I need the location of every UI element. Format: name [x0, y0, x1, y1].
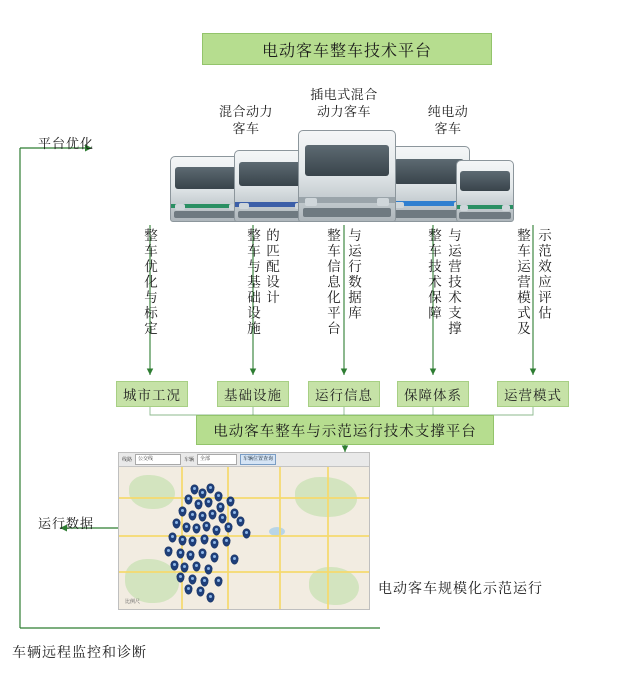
- map-vehicle-pin[interactable]: [211, 539, 218, 548]
- map-vehicle-pin[interactable]: [165, 547, 172, 556]
- side-label-platform-optimize: 平台优化: [38, 136, 95, 151]
- bus-headlight-left: [175, 204, 184, 210]
- map-vehicle-pin[interactable]: [199, 549, 206, 558]
- support-platform-text: 电动客车整车与示范运行技术支撑平台: [213, 423, 477, 440]
- map-vehicle-pin[interactable]: [227, 497, 234, 506]
- column-4-vertical-text-2: 与运营技术支撑: [446, 228, 461, 337]
- map-road: [119, 571, 370, 573]
- bus-label-plugin-hybrid-line2: 动力客车: [316, 104, 371, 119]
- bus-bumper: [392, 210, 466, 218]
- map-vehicle-pin[interactable]: [201, 577, 208, 586]
- map-vehicle-pin[interactable]: [193, 562, 200, 571]
- map-vehicle-pin[interactable]: [215, 492, 222, 501]
- diagram-title-box: [202, 33, 492, 65]
- map-vehicle-pin[interactable]: [189, 537, 196, 546]
- bus-headlight-left: [239, 203, 249, 209]
- bus-illustration-5: [456, 160, 514, 222]
- map-vehicle-pin[interactable]: [225, 523, 232, 532]
- bus-headlight-left: [305, 198, 317, 206]
- map-vehicle-pin[interactable]: [211, 553, 218, 562]
- map-vehicle-pin[interactable]: [183, 523, 190, 532]
- map-panel[interactable]: [118, 452, 370, 610]
- map-vehicle-pin[interactable]: [207, 593, 214, 602]
- column-5-vertical-text: 整车运营模式及: [515, 228, 530, 337]
- column-3-vertical-text-2: 与运行数据库: [346, 228, 361, 321]
- map-vehicle-pin[interactable]: [215, 577, 222, 586]
- map-green-area: [129, 475, 175, 509]
- bus-illustration-group: [170, 130, 510, 222]
- map-vehicle-pin[interactable]: [189, 511, 196, 520]
- map-vehicle-pin[interactable]: [191, 485, 198, 494]
- category-box-operation-info[interactable]: 运行信息: [308, 381, 380, 407]
- map-toolbar[interactable]: [119, 453, 369, 467]
- bus-windshield: [460, 171, 509, 191]
- bus-windshield: [175, 167, 238, 189]
- bus-illustration-1: [170, 156, 244, 222]
- diagram-title-text: 电动客车整车技术平台: [261, 42, 432, 60]
- bus-label-pure-electric-line2: 客车: [434, 121, 462, 136]
- map-vehicle-pin[interactable]: [231, 555, 238, 564]
- column-1-vertical-text: 整车优化与标定: [142, 228, 157, 337]
- map-vehicle-pin[interactable]: [169, 533, 176, 542]
- map-vehicle-pin[interactable]: [195, 500, 202, 509]
- map-vehicle-label: 车辆: [184, 457, 195, 463]
- category-box-city-condition[interactable]: 城市工况: [116, 381, 188, 407]
- bus-windshield: [394, 159, 464, 184]
- bus-label-pure-electric-line1: 纯电动: [427, 104, 469, 119]
- map-vehicle-pin[interactable]: [201, 535, 208, 544]
- map-vehicle-select[interactable]: 全部: [197, 454, 237, 465]
- bus-label-hybrid-line2: 客车: [232, 121, 260, 136]
- map-vehicle-pin[interactable]: [197, 587, 204, 596]
- column-2-vertical-text-2: 的匹配设计: [264, 228, 279, 306]
- bus-bumper: [238, 211, 306, 219]
- category-box-infrastructure[interactable]: 基础设施: [217, 381, 289, 407]
- column-2-vertical-text: 整车与基础设施: [245, 228, 260, 337]
- bus-illustration-3: [298, 130, 396, 222]
- map-canvas[interactable]: [119, 467, 369, 610]
- map-vehicle-pin[interactable]: [193, 524, 200, 533]
- map-vehicle-pin[interactable]: [207, 484, 214, 493]
- map-route-select[interactable]: 公交线: [135, 454, 181, 465]
- bus-bumper: [174, 211, 240, 218]
- map-vehicle-pin[interactable]: [179, 507, 186, 516]
- map-vehicle-pin[interactable]: [173, 519, 180, 528]
- map-vehicle-pin[interactable]: [217, 503, 224, 512]
- bus-headlight-right: [377, 198, 389, 206]
- side-label-runtime-data: 运行数据: [38, 516, 95, 531]
- bus-windshield: [239, 162, 304, 186]
- map-vehicle-pin[interactable]: [209, 510, 216, 519]
- map-scale-label: 比例尺: [125, 599, 141, 605]
- map-vehicle-pin[interactable]: [179, 536, 186, 545]
- column-3-vertical-text: 整车信息化平台: [325, 228, 340, 337]
- map-vehicle-pin[interactable]: [199, 512, 206, 521]
- map-query-button[interactable]: 车辆位置查询: [240, 454, 276, 465]
- bus-windshield: [305, 145, 389, 176]
- bus-label-hybrid-line1: 混合动力: [218, 104, 273, 119]
- map-vehicle-pin[interactable]: [171, 561, 178, 570]
- map-vehicle-pin[interactable]: [237, 517, 244, 526]
- map-caption: 电动客车规模化示范运行: [378, 580, 543, 596]
- map-vehicle-pin[interactable]: [185, 585, 192, 594]
- column-5-vertical-text-2: 示范效应评估: [536, 228, 551, 321]
- bus-label-plugin-hybrid: [302, 86, 386, 120]
- map-vehicle-pin[interactable]: [185, 495, 192, 504]
- figure-caption: 车辆远程监控和诊断: [12, 644, 147, 660]
- bus-headlight-left: [460, 205, 467, 210]
- bus-bumper: [303, 208, 391, 218]
- map-road: [119, 497, 370, 499]
- column-4-vertical-text: 整车技术保障: [426, 228, 441, 321]
- map-vehicle-pin[interactable]: [189, 575, 196, 584]
- bus-label-plugin-hybrid-line1: 插电式混合: [310, 87, 378, 102]
- bus-bumper: [459, 212, 511, 219]
- map-vehicle-pin[interactable]: [213, 526, 220, 535]
- map-vehicle-pin[interactable]: [205, 498, 212, 507]
- category-box-operation-mode[interactable]: 运营模式: [497, 381, 569, 407]
- bus-headlight-right: [502, 205, 509, 210]
- map-road: [327, 467, 329, 610]
- map-vehicle-pin[interactable]: [219, 514, 226, 523]
- map-route-label: 线路: [122, 457, 133, 463]
- map-road: [279, 467, 281, 610]
- category-box-guarantee-system[interactable]: 保障体系: [397, 381, 469, 407]
- map-vehicle-pin[interactable]: [187, 551, 194, 560]
- support-platform-box: [196, 415, 494, 445]
- map-vehicle-pin[interactable]: [231, 509, 238, 518]
- map-vehicle-pin[interactable]: [203, 522, 210, 531]
